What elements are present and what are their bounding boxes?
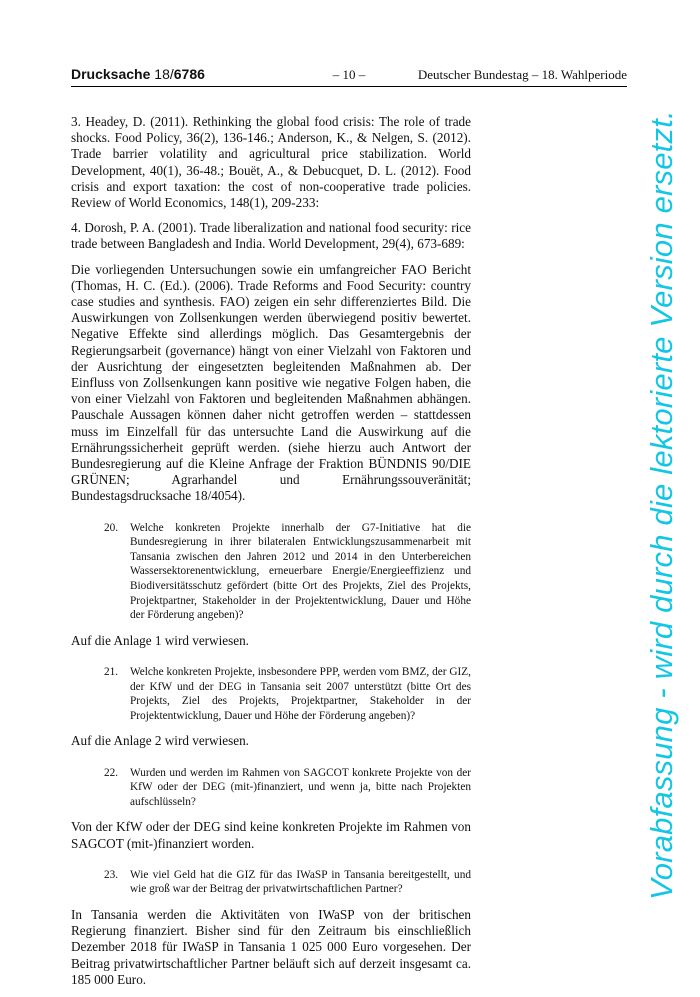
answer-22: Von der KfW oder der DEG sind keine konkreten Projekte im Rahmen von SAGCOT (mit-)finanziert worden. xyxy=(71,819,471,851)
question-text: Welche konkreten Projekte, insbesondere PPP, werden vom BMZ, der GIZ, der KfW und der DEG in Tansania seit 2007 unterstützt (bitte Ort des Projekts, Ziel des Projekts, Projektpartner, Stakeholder in der Projektentwicklung, Dauer und Höhe der Förderung angeben)? xyxy=(130,666,471,722)
question-23 xyxy=(71,868,471,897)
question-number: 22. xyxy=(104,766,119,779)
document-body xyxy=(71,114,471,997)
reference-3: 3. Headey, D. (2011). Rethinking the global food crisis: The role of trade shocks. Food Policy, 36(2), 136-146.; Anderson, K., & Nelgen, S. (2012). Trade barrier volatility and agricultural price stabilization. World Development, 40(1), 36-48.; Bouët, A., & Debucquet, D. L. (2012). Food crisis and export taxation: the cost of non-cooperative trade policies. Review of World Economics, 148(1), 209-233: xyxy=(71,114,471,211)
answer-23: In Tansania werden die Aktivitäten von IWaSP von der britischen Regierung finanziert. Bisher sind für den Zeitraum bis einschließlich Dezember 2018 für IWaSP in Tansania 1 025 000 Euro vorgesehen. Der Beitrag privatwirtschaftlicher Partner beläuft sich auf derzeit insgesamt ca. 185 000 Euro. xyxy=(71,906,471,987)
bundestag-label: Deutscher Bundestag – 18. Wahlperiode xyxy=(417,67,627,82)
question-21 xyxy=(71,665,471,723)
question-20 xyxy=(71,521,471,623)
question-text: Wie viel Geld hat die GIZ für das IWaSP in Tansania bereitgestellt, und wie groß war der Beitrag der privatwirtschaftlichen Partner? xyxy=(130,868,471,896)
reference-4: 4. Dorosh, P. A. (2001). Trade liberalization and national food security: rice trade between Bangladesh and India. World Development, 29(4), 673-689: xyxy=(71,220,471,252)
drucksache-label: Drucksache 18/6786 xyxy=(71,66,205,82)
question-text: Wurden und werden im Rahmen von SAGCOT konkrete Projekte von der KfW oder der DEG (mit-)finanziert, und wenn ja, bitte nach Projekten aufschlüsseln? xyxy=(130,766,471,808)
page-number: – 10 – xyxy=(332,67,366,82)
page-header xyxy=(71,66,627,87)
question-number: 20. xyxy=(104,521,119,534)
answer-21: Auf die Anlage 2 wird verwiesen. xyxy=(71,733,249,749)
answer-20: Auf die Anlage 1 wird verwiesen. xyxy=(71,632,249,648)
question-number: 21. xyxy=(104,666,119,679)
watermark-text: Vorabfassung - wird durch die lektorierte Version ersetzt. xyxy=(644,110,679,900)
question-22 xyxy=(71,766,471,810)
paragraph-studies: Die vorliegenden Untersuchungen sowie ein umfangreicher FAO Bericht (Thomas, H. C. (Ed.). (2006). Trade Reforms and Food Security: country case studies and synthesis. FAO) zeigen ein sehr differenziertes Bild. Die Auswirkungen von Zollsenkungen werden überwiegend positiv bewertet. Negative Effekte sind allerdings möglich. Das Gesamtergebnis der Regierungsarbeit (governance) hängt von einer Vielzahl von Faktoren und der Ausrichtung der eingesetzten begleitenden Maßnahmen ab. Der Einfluss von Zollsenkungen kann positive wie negative Folgen haben, die von einer Vielzahl von Faktoren und begleitenden Maßnahmen abhängen. Pauschale Aussagen können daher nicht getroffen werden – stattdessen muss im Einzelfall für das untersuchte Land die Auswirkung auf die Ernährungssicherheit geprüft werden. (siehe hierzu auch Antwort der Bundesregierung auf die Kleine Anfrage der Fraktion BÜNDNIS 90/DIE GRÜNEN; Agrarhandel und Ernährungssouveränität; Bundestagsdrucksache 18/4054). xyxy=(71,261,471,504)
question-number: 23. xyxy=(104,868,119,881)
question-text: Welche konkreten Projekte innerhalb der G7-Initiative hat die Bundesregierung in ihrer bilateralen Entwicklungszusammenarbeit mit Tansania zwischen den Jahren 2012 und 2014 in den Unterbereichen Wassersektorenentwicklung, erneuerbare Energie/Energieeffizienz und Biodiversitätsschutz gefördert (bitte Ort des Projekts, Ziel des Projekts, Projektpartner, Stakeholder in der Projektentwicklung, Dauer und Höhe der Förderung angeben)? xyxy=(130,521,471,622)
